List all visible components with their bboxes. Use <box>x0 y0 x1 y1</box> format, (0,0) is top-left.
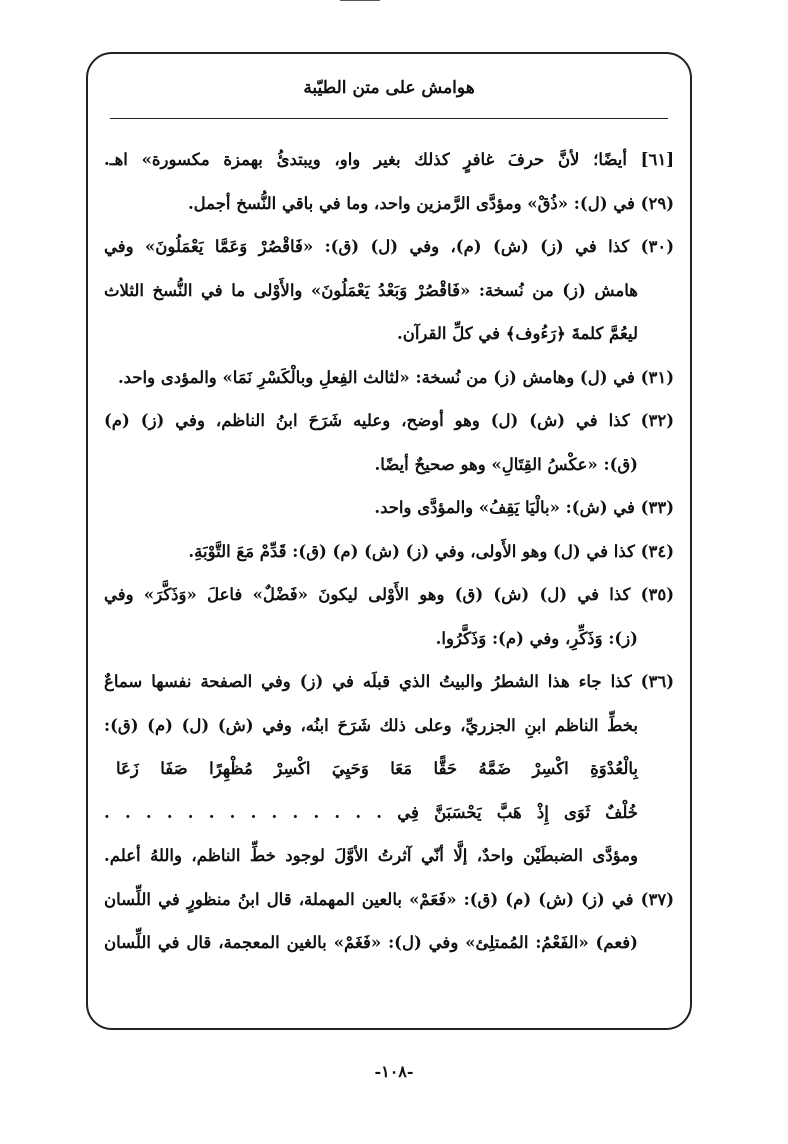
note-37: (٣٧) في (ز) (ش) (م) (ق): «فَعَمْ» بالعين المهملة، قال ابنُ منظورٍ في اللِّسان <box>104 889 674 909</box>
note-36-cont: بخطِّ الناظم ابنِ الجزريِّ، وعلى ذلك شَرَحَ ابنُه، وفي (ش) (ل) (م) (ق): <box>104 715 638 735</box>
note-34: (٣٤) كذا في (ل) وهو الأَولى، وفي (ز) (ش) (م) (ق): قَدِّمْ مَعَ التَّوْبَةِ. <box>188 541 674 561</box>
running-header: هوامش على متن الطيّبة <box>303 78 475 98</box>
note-29: (٢٩) في (ل): «ذُقْ» ومؤدَّى الرَّمزين واحد، وما في باقي النُّسخ أجمل. <box>187 193 674 213</box>
page-number: -١٠٨- <box>374 1062 414 1081</box>
note-30: (٣٠) كذا في (ز) (ش) (م)، وفي (ل) (ق): «فَاقْصُرْ وَعَمَّا يَعْمَلُونَ» وفي <box>104 237 674 256</box>
note-35: (٣٥) كذا في (ل) (ش) (ق) وهو الأَوْلى ليكونَ «فَضْلٌ» فاعلَ «وَذَكَّرَ» وفي <box>104 585 674 604</box>
verse-line-1: بِالْعُدْوَةِ اكْسِرْ ضَمَّهُ حَقًّا مَعَا وَحَيِيَ اكْسِرْ مُظْهِرًا صَفَا زَعَا <box>116 759 638 778</box>
note-33: (٣٣) في (ش): «بالْيَا يَقِفُ» والمؤدَّى واحد. <box>374 498 674 517</box>
top-scan-mark <box>340 0 380 1</box>
note-32: (٣٢) كذا في (ش) (ل) وهو أوضح، وعليه شَرَحَ ابنُ الناظم، وفي (ز) (م) <box>104 411 674 430</box>
note-30-cont: هامش (ز) من نُسخة: «فَاقْصُرْ وَبَعْدُ يَعْمَلُونَ» والأَوْلى ما في النُّسخ الثلاث <box>104 280 638 300</box>
verse-line-2: خُلْفٌ ثَوَى إِذْ هَبَّ يَحْسَبَنَّ فِي . . . . . . . . . . . . . . <box>104 802 638 822</box>
note-35-cont: (ز): وَذَكِّرِ، وفي (م): وَذَكَّرُوا. <box>435 628 638 648</box>
note-32-cont: (ق): «عكْسُ القِتَالِ» وهو صحيحٌ أيضًا. <box>374 454 638 474</box>
note-36-end: ومؤدَّى الضبطَيْن واحدٌ، إلَّا أنّي آثرتُ الأوَّلَ لوجود خطِّ الناظم، واللهُ أعلم. <box>104 846 638 865</box>
header-rule <box>110 118 668 119</box>
note-37-cont: (فعم) «الفَعْمُ: المُمتلِئ» وفي (ل): «فَغَمْ» بالغين المعجمة، قال في اللِّسان <box>104 933 638 952</box>
note-36: (٣٦) كذا جاء هذا الشطرُ والبيتُ الذي قبلَه في (ز) وفي الصفحة نفسها سماعٌ <box>104 672 674 691</box>
note-31: (٣١) في (ل) وهامش (ز) من نُسخة: «لثالث الفِعلِ وبالْكَسْرِ نَمَا» والمؤدى واحد. <box>117 367 674 387</box>
page-frame <box>86 52 692 1030</box>
footnotes <box>104 138 674 965</box>
note-30-end: ليعُمَّ كلمةَ ﴿رَءُوف﴾ في كلِّ القرآن. <box>396 324 638 343</box>
note-61-cont: [٦١] أيضًا؛ لأنَّ حرفَ غافرٍ كذلك بغير واو، ويبتدئُ بهمزة مكسورة» اهـ. <box>104 150 674 169</box>
